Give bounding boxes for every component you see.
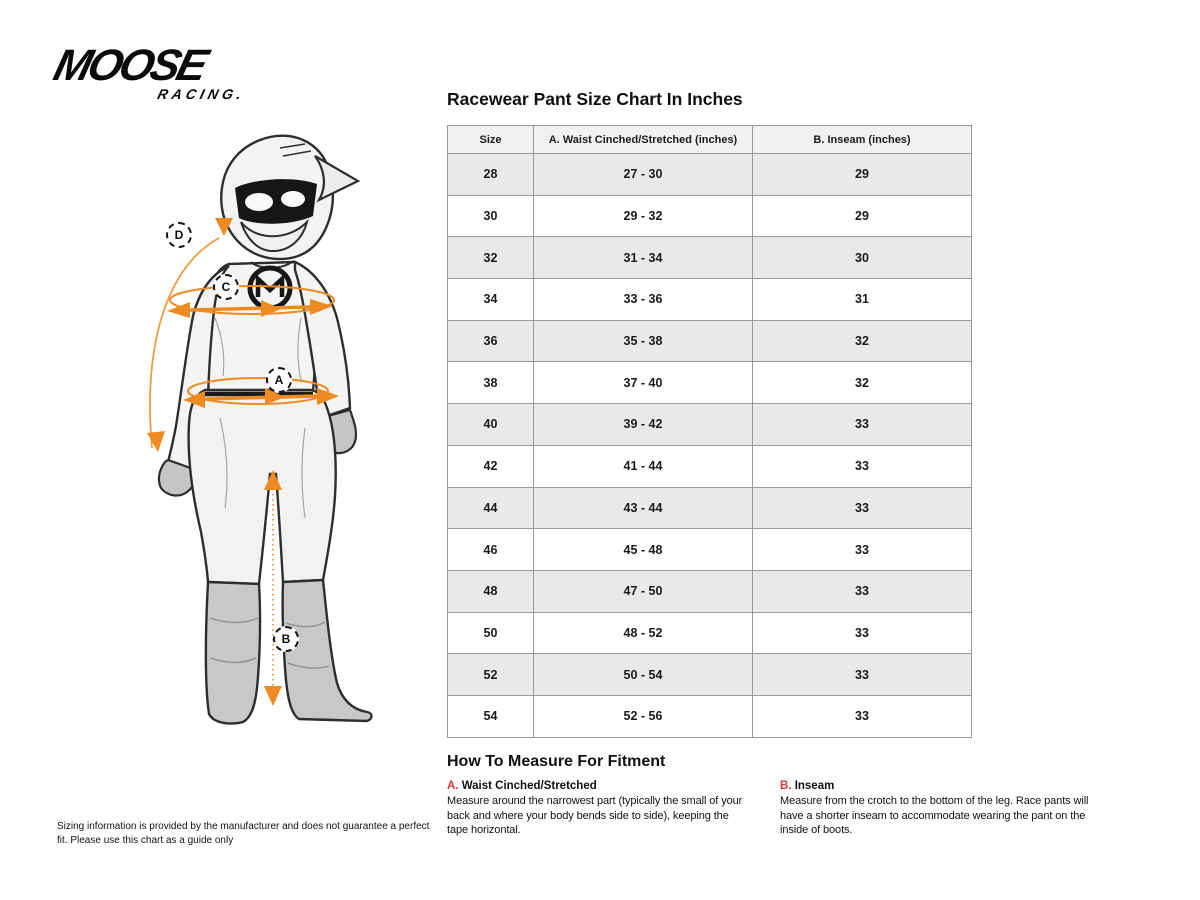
measure-sections (447, 780, 1107, 838)
table-header-row (448, 126, 972, 154)
table-cell: 41 - 44 (534, 445, 753, 487)
rider-illustration (55, 118, 425, 766)
table-row (448, 445, 972, 487)
table-cell: 33 (753, 529, 972, 571)
measure-section-inseam-title (780, 780, 1092, 792)
size-chart-table (447, 125, 972, 738)
measure-section-waist (447, 780, 752, 838)
table-cell: 27 - 30 (534, 154, 753, 196)
table-cell: 33 - 36 (534, 279, 753, 321)
table-cell: 34 (448, 279, 534, 321)
rider-figure (55, 118, 425, 766)
page-title: Racewear Pant Size Chart In Inches (447, 89, 743, 109)
table-cell: 48 - 52 (534, 612, 753, 654)
table-row (448, 529, 972, 571)
disclaimer-text: Sizing information is provided by the manufacturer and does not guarantee a perfect fit. Please use this chart as a guide only (57, 821, 430, 846)
table-cell: 31 - 34 (534, 237, 753, 279)
measure-section-inseam (780, 780, 1092, 838)
table-row (448, 279, 972, 321)
table-cell: 33 (753, 487, 972, 529)
measure-letter-a: A. (447, 780, 459, 792)
table-cell: 52 - 56 (534, 695, 753, 737)
column-header-size: Size (448, 126, 534, 154)
table-cell: 33 (753, 654, 972, 696)
table-row (448, 195, 972, 237)
table-cell: 33 (753, 404, 972, 446)
measure-marker-d: D (166, 222, 192, 248)
table-cell: 29 - 32 (534, 195, 753, 237)
table-cell: 33 (753, 445, 972, 487)
table-cell: 46 (448, 529, 534, 571)
table-cell: 30 (448, 195, 534, 237)
table-row (448, 154, 972, 196)
measure-marker-a: A (266, 367, 292, 393)
brand-logo (49, 41, 247, 102)
table-row (448, 404, 972, 446)
brand-logo-moose: MOOSE (49, 41, 211, 90)
table-cell: 36 (448, 320, 534, 362)
table-row (448, 362, 972, 404)
table-cell: 40 (448, 404, 534, 446)
table-row (448, 237, 972, 279)
table-cell: 45 - 48 (534, 529, 753, 571)
table-cell: 35 - 38 (534, 320, 753, 362)
table-cell: 54 (448, 695, 534, 737)
table-row (448, 570, 972, 612)
table-row (448, 654, 972, 696)
table-cell: 29 (753, 154, 972, 196)
table-cell: 32 (753, 362, 972, 404)
table-cell: 50 - 54 (534, 654, 753, 696)
table-row (448, 695, 972, 737)
table-cell: 43 - 44 (534, 487, 753, 529)
table-cell: 30 (753, 237, 972, 279)
measure-title-b: Inseam (791, 780, 835, 792)
table-cell: 44 (448, 487, 534, 529)
table-cell: 33 (753, 612, 972, 654)
table-row (448, 612, 972, 654)
measure-body-b: Measure from the crotch to the bottom of the leg. Race pants will have a shorter inseam to accommodate wearing the pant on the inside of boots. (780, 795, 1089, 837)
column-header-waist: A. Waist Cinched/Stretched (inches) (534, 126, 753, 154)
measure-marker-c: C (213, 274, 239, 300)
table-cell: 33 (753, 570, 972, 612)
table-cell: 32 (448, 237, 534, 279)
table-cell: 52 (448, 654, 534, 696)
table-cell: 42 (448, 445, 534, 487)
brand-logo-racing: RACING. (155, 86, 247, 102)
table-cell: 28 (448, 154, 534, 196)
size-table-body (448, 154, 972, 738)
table-cell: 29 (753, 195, 972, 237)
measure-letter-b: B. (780, 780, 792, 792)
table-cell: 48 (448, 570, 534, 612)
table-row (448, 320, 972, 362)
measure-heading: How To Measure For Fitment (447, 753, 666, 770)
table-cell: 38 (448, 362, 534, 404)
measure-title-a: Waist Cinched/Stretched (458, 780, 597, 792)
measure-marker-b: B (273, 626, 299, 652)
table-cell: 39 - 42 (534, 404, 753, 446)
table-cell: 50 (448, 612, 534, 654)
measure-body-a: Measure around the narrowest part (typically the small of your back and where your body bends side to side), keeping the tape horizontal. (447, 795, 743, 837)
column-header-inseam: B. Inseam (inches) (753, 126, 972, 154)
measure-section-waist-title (447, 780, 752, 792)
table-cell: 33 (753, 695, 972, 737)
table-cell: 37 - 40 (534, 362, 753, 404)
table-cell: 32 (753, 320, 972, 362)
table-cell: 47 - 50 (534, 570, 753, 612)
table-row (448, 487, 972, 529)
table-cell: 31 (753, 279, 972, 321)
